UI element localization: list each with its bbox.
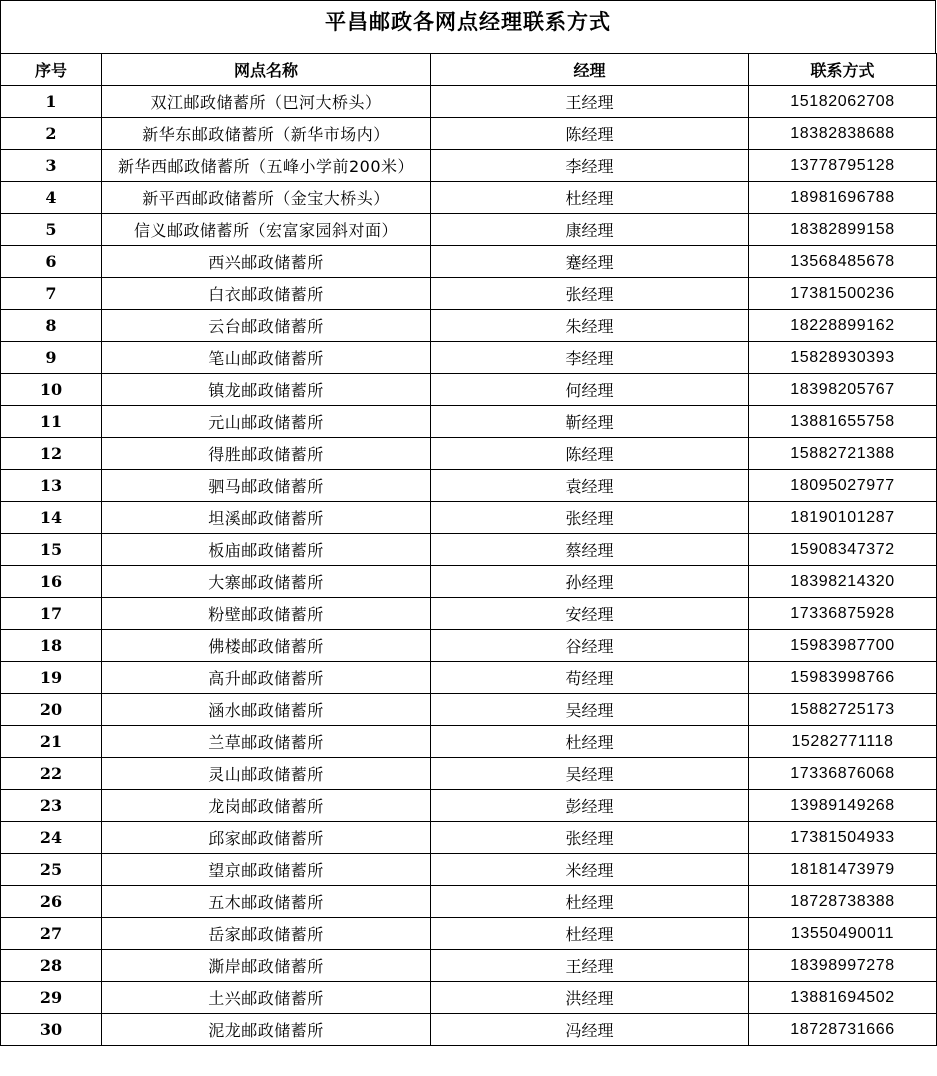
- table-row: [1, 950, 937, 982]
- branch-name-cell: 涵水邮政储蓄所: [102, 694, 431, 726]
- table-row: [1, 982, 937, 1014]
- branch-name-cell: 镇龙邮政储蓄所: [102, 374, 431, 406]
- contact-cell: 13550490011: [749, 918, 937, 950]
- seq-cell: 13: [1, 470, 102, 502]
- seq-cell: 24: [1, 822, 102, 854]
- seq-cell: 23: [1, 790, 102, 822]
- table-row: [1, 886, 937, 918]
- seq-cell: 12: [1, 438, 102, 470]
- table-row: [1, 822, 937, 854]
- seq-cell: 25: [1, 854, 102, 886]
- seq-cell: 14: [1, 502, 102, 534]
- contact-cell: 15828930393: [749, 342, 937, 374]
- seq-cell: 22: [1, 758, 102, 790]
- seq-cell: 28: [1, 950, 102, 982]
- table-row: [1, 1014, 937, 1046]
- seq-cell: 3: [1, 150, 102, 182]
- seq-cell: 27: [1, 918, 102, 950]
- manager-cell: 张经理: [431, 822, 749, 854]
- manager-cell: 洪经理: [431, 982, 749, 1014]
- manager-cell: 何经理: [431, 374, 749, 406]
- manager-cell: 王经理: [431, 950, 749, 982]
- manager-cell: 张经理: [431, 278, 749, 310]
- table-row: [1, 598, 937, 630]
- table-row: [1, 310, 937, 342]
- contact-table: [0, 53, 937, 1046]
- contact-cell: 15282771118: [749, 726, 937, 758]
- branch-name-cell: 白衣邮政储蓄所: [102, 278, 431, 310]
- table-row: [1, 534, 937, 566]
- branch-name-cell: 新华东邮政储蓄所（新华市场内）: [102, 118, 431, 150]
- seq-cell: 2: [1, 118, 102, 150]
- manager-cell: 杜经理: [431, 182, 749, 214]
- seq-cell: 29: [1, 982, 102, 1014]
- title-row: [0, 0, 936, 53]
- seq-cell: 26: [1, 886, 102, 918]
- contact-cell: 18181473979: [749, 854, 937, 886]
- contact-cell: 13778795128: [749, 150, 937, 182]
- seq-cell: 7: [1, 278, 102, 310]
- contact-cell: 18728738388: [749, 886, 937, 918]
- header-branch-name: 网点名称: [102, 54, 431, 86]
- contact-cell: 13989149268: [749, 790, 937, 822]
- contact-cell: 15882725173: [749, 694, 937, 726]
- table-row: [1, 502, 937, 534]
- manager-cell: 安经理: [431, 598, 749, 630]
- manager-cell: 袁经理: [431, 470, 749, 502]
- table-row: [1, 470, 937, 502]
- table-row: [1, 438, 937, 470]
- branch-name-cell: 佛楼邮政储蓄所: [102, 630, 431, 662]
- contact-cell: 15983998766: [749, 662, 937, 694]
- contact-cell: 18398205767: [749, 374, 937, 406]
- branch-name-cell: 驷马邮政储蓄所: [102, 470, 431, 502]
- manager-cell: 陈经理: [431, 118, 749, 150]
- seq-cell: 1: [1, 86, 102, 118]
- table-body: [1, 86, 937, 1046]
- seq-cell: 21: [1, 726, 102, 758]
- table-row: [1, 854, 937, 886]
- table-row: [1, 182, 937, 214]
- branch-name-cell: 望京邮政储蓄所: [102, 854, 431, 886]
- table-row: [1, 214, 937, 246]
- contact-cell: 18398997278: [749, 950, 937, 982]
- branch-name-cell: 云台邮政储蓄所: [102, 310, 431, 342]
- branch-name-cell: 双江邮政储蓄所（巴河大桥头）: [102, 86, 431, 118]
- table-row: [1, 374, 937, 406]
- contact-cell: 17336875928: [749, 598, 937, 630]
- branch-name-cell: 兰草邮政储蓄所: [102, 726, 431, 758]
- seq-cell: 16: [1, 566, 102, 598]
- seq-cell: 9: [1, 342, 102, 374]
- contact-cell: 15983987700: [749, 630, 937, 662]
- manager-cell: 米经理: [431, 854, 749, 886]
- header-row: [1, 54, 937, 86]
- table-row: [1, 278, 937, 310]
- table-row: [1, 342, 937, 374]
- seq-cell: 11: [1, 406, 102, 438]
- contact-cell: 13568485678: [749, 246, 937, 278]
- branch-name-cell: 龙岗邮政储蓄所: [102, 790, 431, 822]
- seq-cell: 30: [1, 1014, 102, 1046]
- branch-name-cell: 信义邮政储蓄所（宏富家园斜对面）: [102, 214, 431, 246]
- manager-cell: 李经理: [431, 342, 749, 374]
- contact-cell: 17381504933: [749, 822, 937, 854]
- seq-cell: 8: [1, 310, 102, 342]
- seq-cell: 4: [1, 182, 102, 214]
- table-row: [1, 150, 937, 182]
- manager-cell: 陈经理: [431, 438, 749, 470]
- branch-name-cell: 邱家邮政储蓄所: [102, 822, 431, 854]
- branch-name-cell: 元山邮政储蓄所: [102, 406, 431, 438]
- branch-name-cell: 岳家邮政储蓄所: [102, 918, 431, 950]
- branch-name-cell: 五木邮政储蓄所: [102, 886, 431, 918]
- branch-name-cell: 新华西邮政储蓄所（五峰小学前200米）: [102, 150, 431, 182]
- manager-cell: 蹇经理: [431, 246, 749, 278]
- contact-cell: 15882721388: [749, 438, 937, 470]
- branch-name-cell: 粉壁邮政储蓄所: [102, 598, 431, 630]
- branch-name-cell: 西兴邮政储蓄所: [102, 246, 431, 278]
- manager-cell: 冯经理: [431, 1014, 749, 1046]
- header-contact: 联系方式: [749, 54, 937, 86]
- branch-name-cell: 得胜邮政储蓄所: [102, 438, 431, 470]
- manager-cell: 苟经理: [431, 662, 749, 694]
- contact-cell: 18228899162: [749, 310, 937, 342]
- table-row: [1, 566, 937, 598]
- seq-cell: 5: [1, 214, 102, 246]
- manager-cell: 吴经理: [431, 694, 749, 726]
- manager-cell: 杜经理: [431, 918, 749, 950]
- manager-cell: 杜经理: [431, 726, 749, 758]
- header-manager: 经理: [431, 54, 749, 86]
- branch-name-cell: 灵山邮政储蓄所: [102, 758, 431, 790]
- table-row: [1, 790, 937, 822]
- contact-cell: 18095027977: [749, 470, 937, 502]
- manager-cell: 谷经理: [431, 630, 749, 662]
- manager-cell: 朱经理: [431, 310, 749, 342]
- manager-cell: 王经理: [431, 86, 749, 118]
- contact-cell: 17381500236: [749, 278, 937, 310]
- table-row: [1, 694, 937, 726]
- seq-cell: 6: [1, 246, 102, 278]
- manager-cell: 蔡经理: [431, 534, 749, 566]
- table-row: [1, 758, 937, 790]
- manager-cell: 彭经理: [431, 790, 749, 822]
- contact-cell: 18190101287: [749, 502, 937, 534]
- branch-name-cell: 澌岸邮政储蓄所: [102, 950, 431, 982]
- page-title: 平昌邮政各网点经理联系方式: [325, 9, 611, 34]
- table-row: [1, 86, 937, 118]
- seq-cell: 10: [1, 374, 102, 406]
- seq-cell: 18: [1, 630, 102, 662]
- branch-name-cell: 笔山邮政储蓄所: [102, 342, 431, 374]
- seq-cell: 15: [1, 534, 102, 566]
- branch-name-cell: 大寨邮政储蓄所: [102, 566, 431, 598]
- manager-cell: 康经理: [431, 214, 749, 246]
- table-row: [1, 118, 937, 150]
- table-row: [1, 406, 937, 438]
- contact-cell: 18382838688: [749, 118, 937, 150]
- manager-cell: 李经理: [431, 150, 749, 182]
- manager-cell: 靳经理: [431, 406, 749, 438]
- manager-cell: 吴经理: [431, 758, 749, 790]
- table-row: [1, 726, 937, 758]
- contact-cell: 13881655758: [749, 406, 937, 438]
- table-row: [1, 918, 937, 950]
- seq-cell: 20: [1, 694, 102, 726]
- contact-cell: 18382899158: [749, 214, 937, 246]
- branch-name-cell: 新平西邮政储蓄所（金宝大桥头）: [102, 182, 431, 214]
- table-row: [1, 662, 937, 694]
- contact-cell: 15182062708: [749, 86, 937, 118]
- branch-name-cell: 土兴邮政储蓄所: [102, 982, 431, 1014]
- contact-cell: 15908347372: [749, 534, 937, 566]
- seq-cell: 17: [1, 598, 102, 630]
- branch-name-cell: 泥龙邮政储蓄所: [102, 1014, 431, 1046]
- manager-cell: 杜经理: [431, 886, 749, 918]
- table-row: [1, 630, 937, 662]
- header-seq: 序号: [1, 54, 102, 86]
- branch-name-cell: 板庙邮政储蓄所: [102, 534, 431, 566]
- manager-cell: 孙经理: [431, 566, 749, 598]
- manager-cell: 张经理: [431, 502, 749, 534]
- contact-cell: 18398214320: [749, 566, 937, 598]
- contact-cell: 13881694502: [749, 982, 937, 1014]
- contact-cell: 18728731666: [749, 1014, 937, 1046]
- contact-cell: 18981696788: [749, 182, 937, 214]
- branch-name-cell: 高升邮政储蓄所: [102, 662, 431, 694]
- contact-cell: 17336876068: [749, 758, 937, 790]
- branch-name-cell: 坦溪邮政储蓄所: [102, 502, 431, 534]
- seq-cell: 19: [1, 662, 102, 694]
- table-row: [1, 246, 937, 278]
